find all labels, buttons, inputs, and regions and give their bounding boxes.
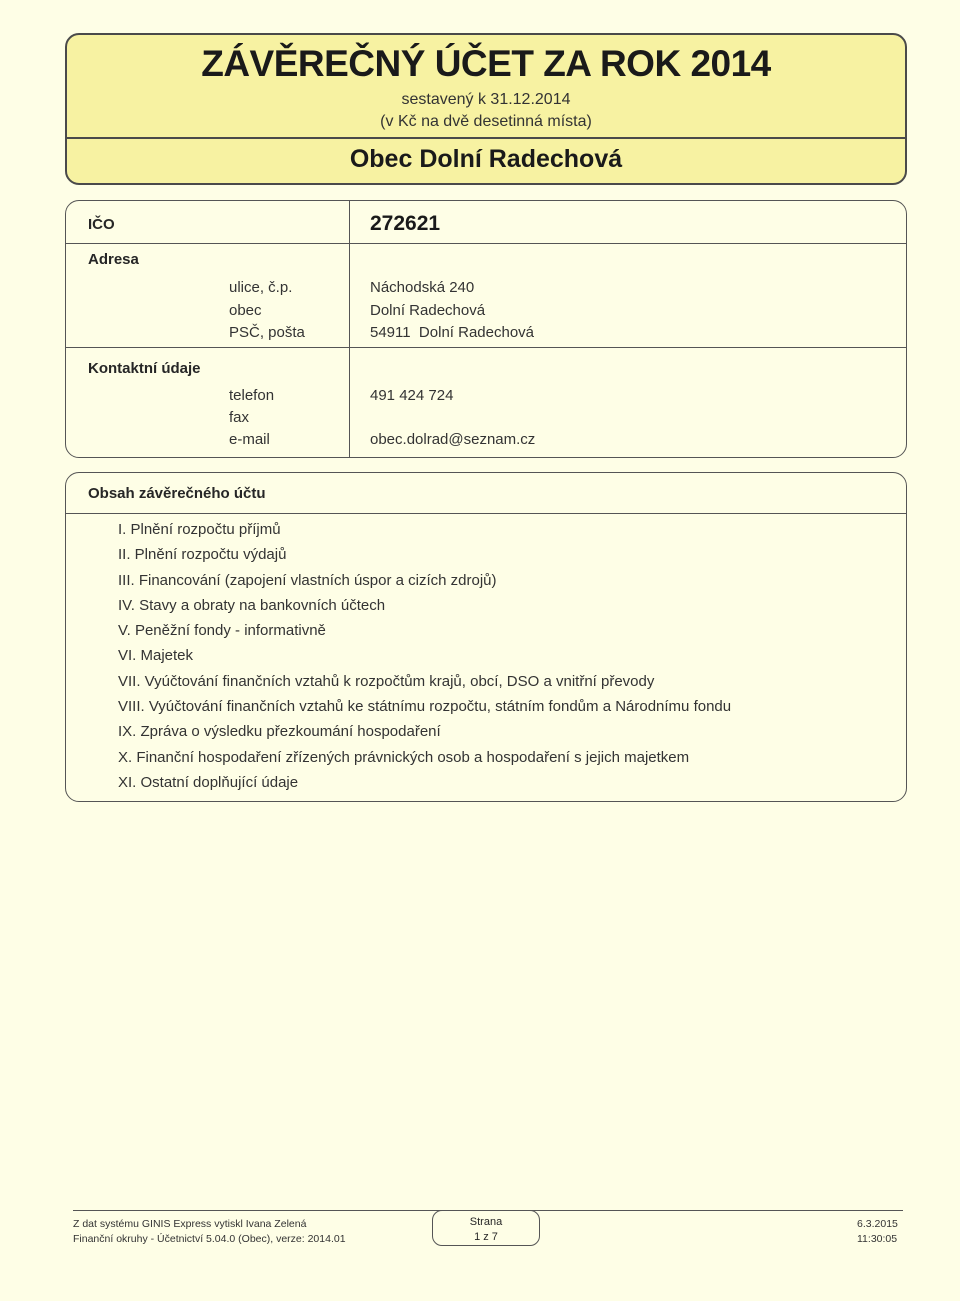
contents-title: Obsah závěrečného účtu [88, 485, 266, 502]
footer-module: Finanční okruhy - Účetnictví 5.04.0 (Obec), verze: 2014.01 [73, 1233, 346, 1245]
phone-value: 491 424 724 [370, 387, 454, 404]
contents-box [65, 472, 907, 802]
page-indicator [432, 1210, 540, 1246]
contents-item: IX. Zpráva o výsledku přezkoumání hospodaření [118, 723, 441, 741]
contents-item: X. Finanční hospodaření zřízených právnických osob a hospodaření s jejich majetkem [118, 748, 690, 766]
page-number: 1 z 7 [474, 1231, 498, 1243]
currency-note: (v Kč na dvě desetinná místa) [380, 113, 592, 130]
email-label: e-mail [229, 431, 270, 448]
info-row-divider [66, 347, 906, 348]
contents-item: VII. Vyúčtování finančních vztahů k rozpočtům krajů, obcí, DSO a vnitřní převody [118, 672, 655, 690]
city-value: Dolní Radechová [370, 302, 486, 319]
header-divider [67, 137, 905, 139]
document-title: ZÁVĚREČNÝ ÚČET ZA ROK 2014 [201, 43, 771, 84]
contents-item: V. Peněžní fondy - informativně [118, 622, 326, 640]
footer-source: Z dat systému GINIS Express vytiskl Ivana Zelená [73, 1218, 307, 1230]
contents-divider [66, 513, 906, 514]
fax-label: fax [229, 409, 250, 426]
ico-label: IČO [88, 216, 115, 233]
organization-name: Obec Dolní Radechová [349, 145, 623, 173]
postal-value: 54911 Dolní Radechová [370, 324, 535, 341]
info-box [65, 200, 907, 458]
contents-item: VIII. Vyúčtování finančních vztahů ke státnímu rozpočtu, státním fondům a Národnímu fondu [118, 698, 732, 716]
info-row-divider [66, 243, 906, 244]
contents-list [118, 517, 731, 795]
print-time: 11:30:05 [857, 1233, 898, 1245]
header-box [65, 33, 907, 185]
page-label: Strana [469, 1216, 503, 1228]
contact-label: Kontaktní údaje [88, 360, 201, 377]
compiled-date: sestavený k 31.12.2014 [401, 91, 571, 108]
email-value: obec.dolrad@seznam.cz [370, 431, 536, 448]
info-column-divider [349, 201, 350, 457]
address-label: Adresa [88, 251, 139, 268]
contents-item: I. Plnění rozpočtu příjmů [118, 521, 281, 538]
street-label: ulice, č.p. [229, 279, 293, 296]
contents-item: II. Plnění rozpočtu výdajů [118, 546, 287, 564]
ico-value: 272621 [370, 212, 441, 235]
postal-label: PSČ, pošta [229, 324, 305, 341]
contents-item: VI. Majetek [118, 647, 194, 665]
contents-item: IV. Stavy a obraty na bankovních účtech [118, 596, 386, 614]
print-date: 6.3.2015 [857, 1218, 898, 1230]
city-label: obec [229, 302, 262, 319]
contents-item: XI. Ostatní doplňující údaje [118, 773, 299, 791]
phone-label: telefon [229, 387, 275, 404]
street-value: Náchodská 240 [370, 279, 475, 296]
contents-item: III. Financování (zapojení vlastních úspor a cizích zdrojů) [118, 571, 497, 589]
